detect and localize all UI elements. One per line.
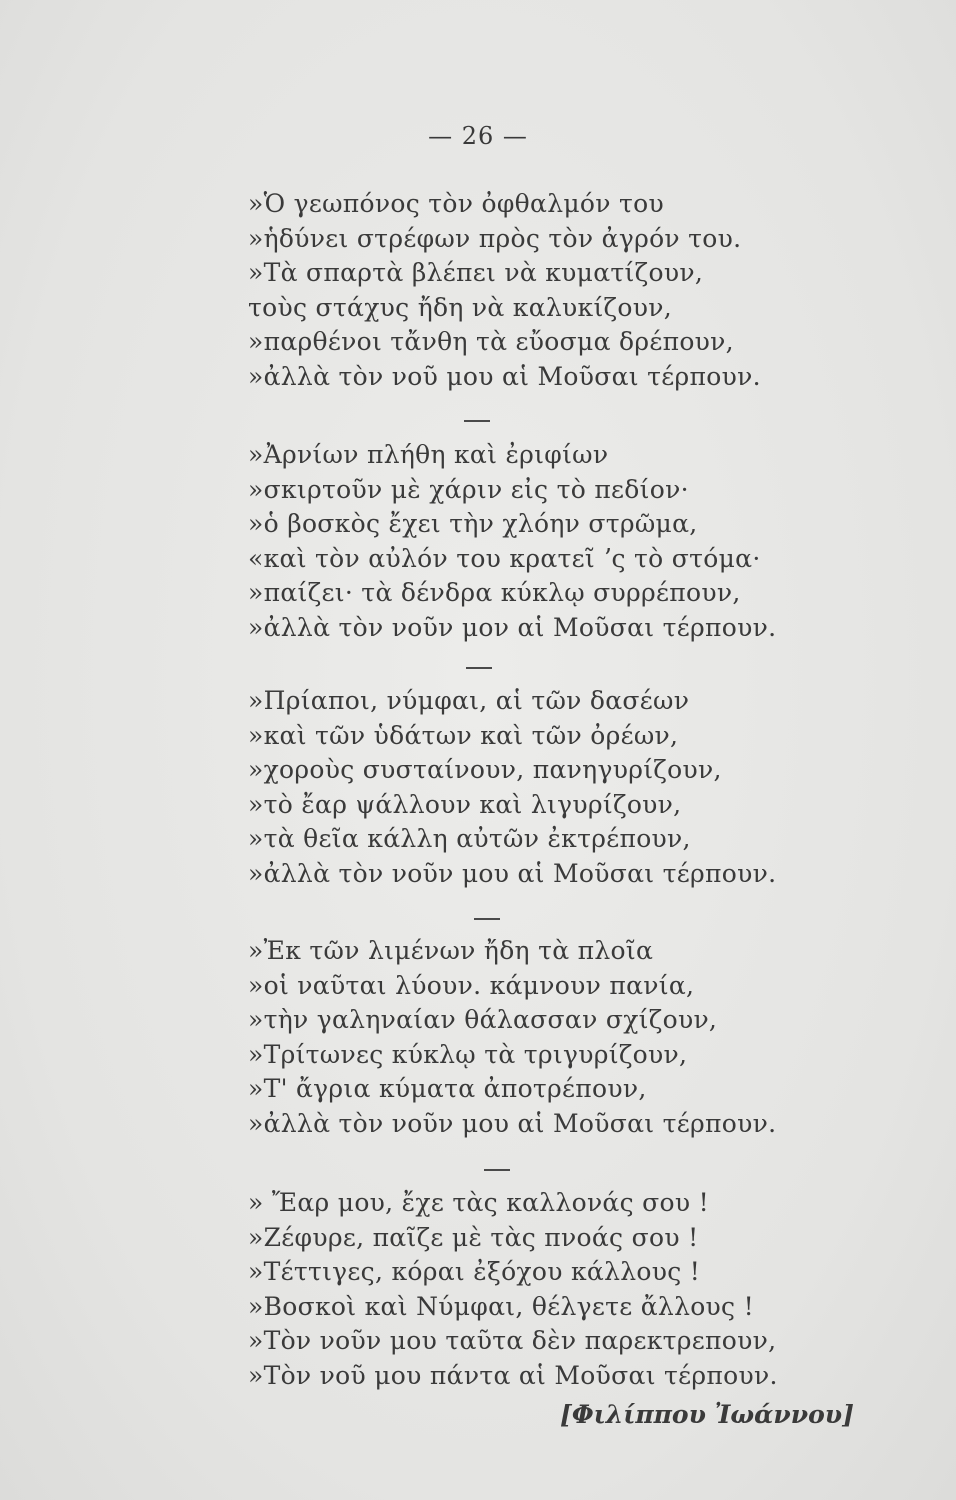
page-number: — 26 — bbox=[428, 122, 528, 150]
author-signature: [Φιλίππου Ἰωάννου] bbox=[560, 1400, 854, 1429]
stanza-4 bbox=[248, 934, 776, 1141]
poem-line: »Ζέφυρε, παῖζε μὲ τὰς πνοάς σου ! bbox=[248, 1222, 699, 1252]
poem-line: »καὶ τῶν ὑδάτων καὶ τῶν ὀρέων, bbox=[248, 720, 679, 750]
poem-line: »ἀλλὰ τὸν νοῦ μου αἱ Μοῦσαι τέρπουν. bbox=[248, 361, 761, 391]
poem-line: «καὶ τὸν αὐλόν του κρατεῖ ʼς τὸ στόμα· bbox=[248, 543, 761, 573]
stanza-divider bbox=[484, 1169, 510, 1171]
stanza-2 bbox=[248, 438, 776, 645]
stanza-divider bbox=[464, 420, 490, 422]
poem-line: »Βοσκοὶ καὶ Νύμφαι, θέλγετε ἄλλους ! bbox=[248, 1291, 754, 1321]
poem-line: »οἱ ναῦται λύουν. κάμνουν πανία, bbox=[248, 970, 695, 1000]
poem-line: »τὰ θεῖα κάλλη αὐτῶν ἐκτρέπουν, bbox=[248, 824, 691, 853]
poem-line: » Ἔαρ μου, ἔχε τὰς καλλονάς σου ! bbox=[248, 1188, 709, 1217]
poem-line: »Πρίαποι, νύμφαι, αἱ τῶν δασέων bbox=[248, 686, 690, 715]
poem-line: »Τ' ἄγρια κύματα ἀποτρέπουν, bbox=[248, 1074, 647, 1103]
poem-line: »Τρίτωνες κύκλῳ τὰ τριγυρίζουν, bbox=[248, 1039, 688, 1069]
poem-line: »Ἐκ τῶν λιμένων ἤδη τὰ πλοῖα bbox=[248, 936, 654, 965]
poem-line: »ἀλλὰ τὸν νοῦν μον αἱ Μοῦσαι τέρπουν. bbox=[248, 612, 777, 642]
stanza-3 bbox=[248, 684, 776, 891]
poem-line: »ὁ βοσκὸς ἔχει τὴν χλόην στρῶμα, bbox=[248, 509, 698, 538]
poem-line: »ἀλλὰ τὸν νοῦν μου αἱ Μοῦσαι τέρπουν. bbox=[248, 858, 777, 888]
poem-line: τοὺς στάχυς ἤδη νὰ καλυκίζουν, bbox=[248, 292, 673, 322]
poem-line: »χοροὺς συσταίνουν, πανηγυρίζουν, bbox=[248, 755, 722, 784]
stanza-divider bbox=[474, 918, 500, 920]
poem-line: »ἀλλὰ τὸν νοῦν μου αἱ Μοῦσαι τέρπουν. bbox=[248, 1108, 777, 1138]
poem-line: »Ὁ γεωπόνος τὸν ὀφθαλμόν του bbox=[248, 189, 664, 218]
poem-line: »Τὰ σπαρτὰ βλέπει νὰ κυματίζουν, bbox=[248, 258, 704, 287]
poem-line: »Τὸν νοῦ μου πάντα αἱ Μοῦσαι τέρπουν. bbox=[248, 1360, 778, 1390]
poem-line: »παρθένοι τἄνθη τὰ εὔοσμα δρέπουν, bbox=[248, 327, 734, 356]
poem-line: »Ἀρνίων πλήθη καὶ ἐριφίων bbox=[248, 440, 609, 469]
stanza-5 bbox=[248, 1186, 778, 1393]
poem-line: »Τὸν νοῦν μου ταῦτα δὲν παρεκτρεπουν, bbox=[248, 1326, 777, 1355]
stanza-1 bbox=[248, 187, 761, 394]
poem-line: »ἡδύνει στρέφων πρὸς τὸν ἀγρόν του. bbox=[248, 223, 742, 253]
poem-line: »σκιρτοῦν μὲ χάριν εἰς τὸ πεδίον· bbox=[248, 474, 689, 504]
poem-line: »Τέττιγες, κόραι ἐξόχου κάλλους ! bbox=[248, 1257, 701, 1286]
poem-line: »τὴν γαληναίαν θάλασσαν σχίζουν, bbox=[248, 1005, 718, 1034]
stanza-divider bbox=[466, 667, 492, 669]
poem-line: »παίζει· τὰ δένδρα κύκλῳ συρρέπουν, bbox=[248, 578, 741, 607]
poem-line: »τὸ ἔαρ ψάλλουν καὶ λιγυρίζουν, bbox=[248, 789, 682, 819]
